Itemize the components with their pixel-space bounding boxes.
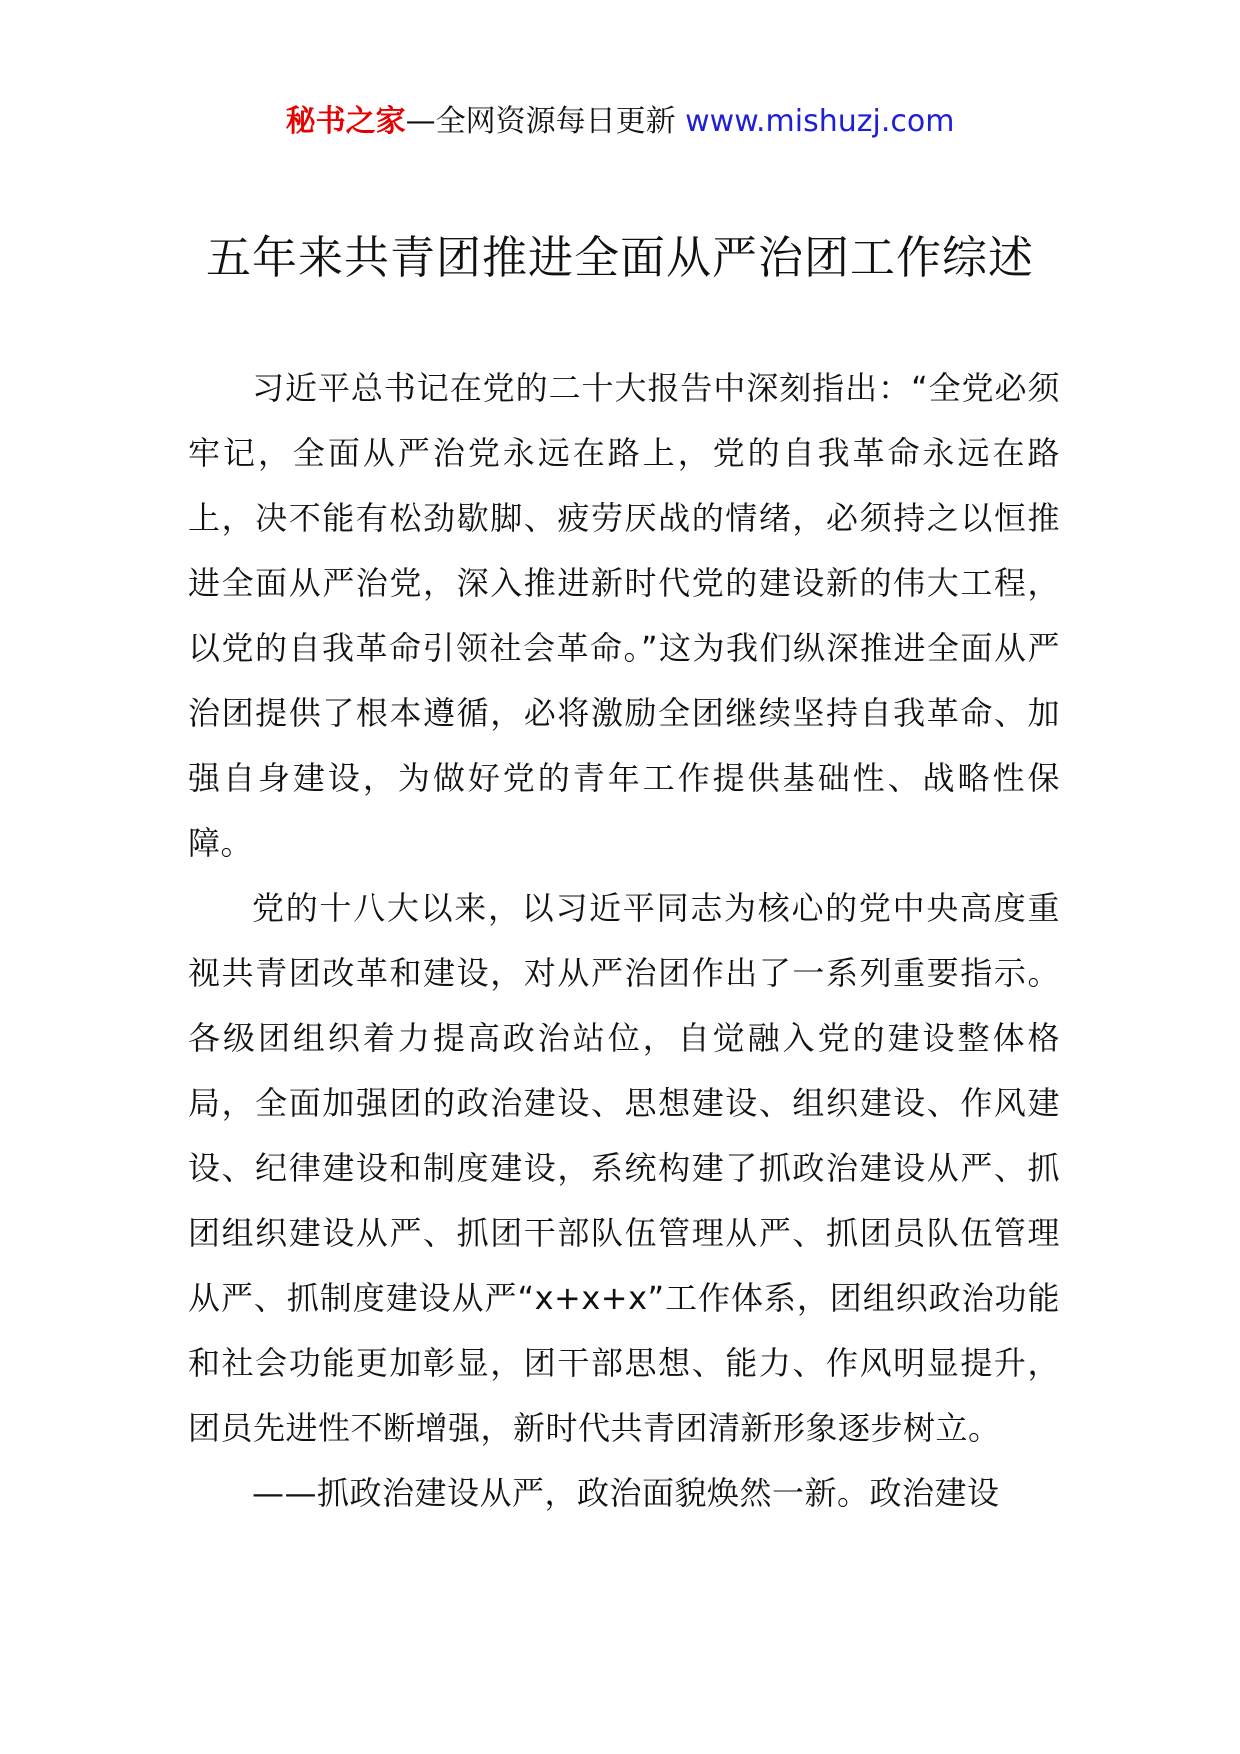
- site-tagline: —全网资源每日更新: [405, 104, 686, 139]
- paragraph: 党的十八大以来，以习近平同志为核心的党中央高度重视共青团改革和建设，对从严治团作出了一系列重要指示。各级团组织着力提高政治站位，自觉融入党的建设整体格局，全面加强团的政治建设、思想建设、组织建设、作风建设、纪律建设和制度建设，系统构建了抓政治建设从严、抓团组织建设从严、抓团干部队伍管理从严、抓团员队伍管理从严、抓制度建设从严“x+x+x”工作体系，团组织政治功能和社会功能更加彰显，团干部思想、能力、作风明显提升，团员先进性不断增强，新时代共青团清新形象逐步树立。: [188, 889, 1060, 1447]
- site-url[interactable]: www.mishuzj.com: [685, 104, 955, 139]
- site-brand: 秘书之家: [285, 104, 406, 139]
- paragraph: 习近平总书记在党的二十大报告中深刻指出：“全党必须牢记，全面从严治党永远在路上，党的自我革命永远在路上，决不能有松劲歇脚、疲劳厌战的情绪，必须持之以恒推进全面从严治党，深入推进新时代党的建设新的伟大工程，以党的自我革命引领社会革命。”这为我们纵深推进全面从严治团提供了根本遵循，必将激励全团继续坚持自我革命、加强自身建设，为做好党的青年工作提供基础性、战略性保障。: [188, 369, 1060, 862]
- document-body: [188, 356, 1060, 1526]
- document-title: 五年来共青团推进全面从严治团工作综述: [205, 231, 1034, 284]
- site-header: [0, 100, 1240, 144]
- paragraph: ——抓政治建设从严，政治面貌焕然一新。政治建设: [252, 1474, 1000, 1512]
